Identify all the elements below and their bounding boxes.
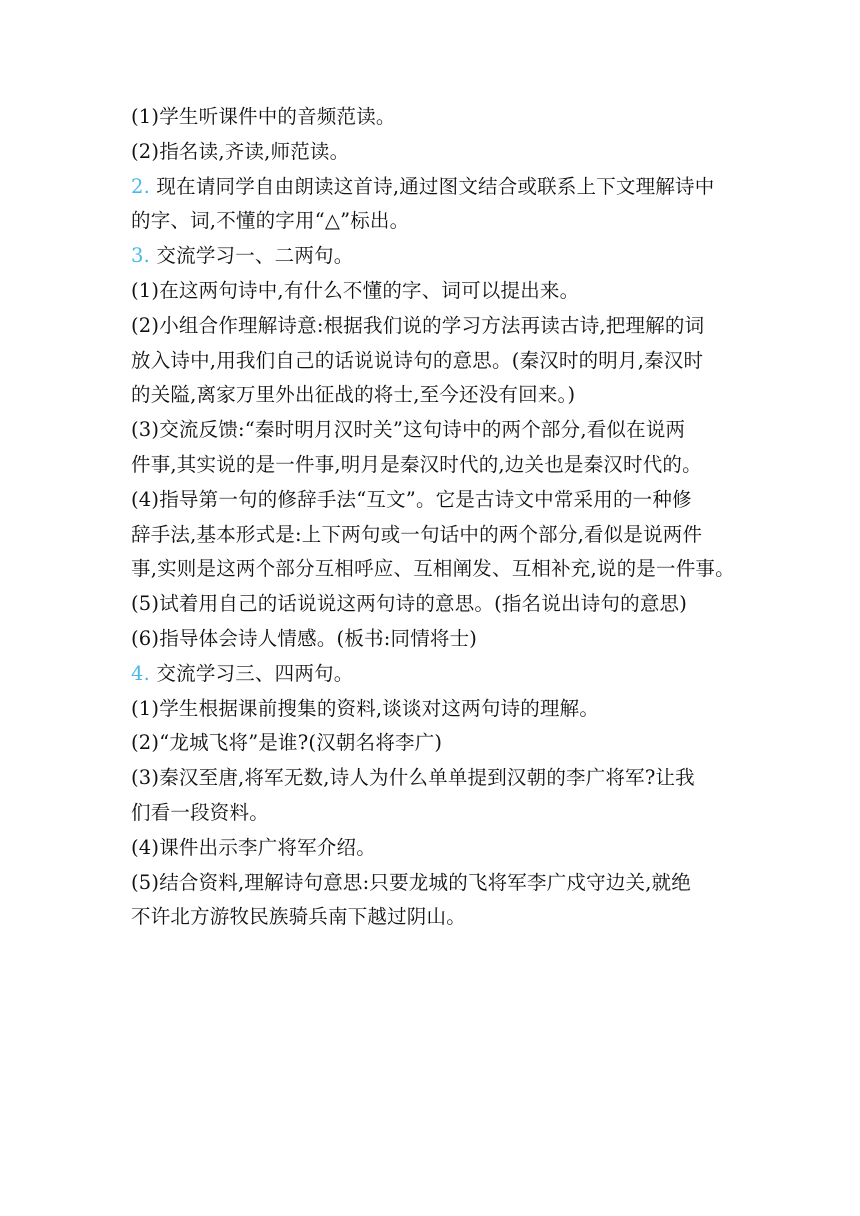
text-line [131,448,731,483]
text-line [131,796,731,831]
text-line [131,204,731,239]
line-text: 不许北方游牧民族骑兵南下越过阴山。 [131,905,466,929]
line-text: 交流学习一、二两句。 [150,244,354,268]
text-line [131,900,731,935]
line-text: 现在请同学自由朗读这首诗,通过图文结合或联系上下文理解诗中 [150,174,715,198]
line-text: (5)试着用自己的话说说这两句诗的意思。(指名说出诗句的意思) [131,592,688,616]
line-text: (3)秦汉至唐,将军无数,诗人为什么单单提到汉朝的李广将军?让我 [131,766,695,790]
step-number: 4. [131,661,151,685]
line-text: (1)学生听课件中的音频范读。 [131,105,396,128]
line-text: (1)学生根据课前搜集的资料,谈谈对这两句诗的理解。 [131,696,600,720]
text-line [131,483,731,518]
text-line [131,344,731,379]
step-number: 2. [131,174,151,198]
line-text: 交流学习三、四两句。 [150,661,354,685]
line-text: 的字、词,不懂的字用“△”标出。 [131,209,410,233]
line-text: (5)结合资料,理解诗句意思:只要龙城的飞将军李广戍守边关,就绝 [131,870,691,894]
line-text: 事,实则是这两个部分互相呼应、互相阐发、互相补充,说的是一件事。 [131,557,735,581]
line-text: 们看一段资料。 [131,800,269,824]
text-line [131,518,731,553]
text-line [131,378,731,413]
line-text: (2)指名读,齐读,师范读。 [131,139,350,163]
text-line [131,552,735,587]
text-line [131,831,731,866]
lesson-text [131,100,735,935]
line-text: (6)指导体会诗人情感。(板书:同情将士) [131,626,478,650]
step-number: 3. [131,244,151,268]
text-line [131,135,731,170]
line-text: 放入诗中,用我们自己的话说说诗句的意思。(秦汉时的明月,秦汉时 [131,348,704,372]
text-line [131,657,731,692]
line-text: 件事,其实说的是一件事,明月是秦汉时代的,边关也是秦汉时代的。 [131,452,702,476]
line-text: (4)课件出示李广将军介绍。 [131,835,376,859]
text-line [131,866,731,901]
text-line [131,726,731,761]
line-text: 的关隘,离家万里外出征战的将士,至今还没有回来。) [131,383,576,407]
text-line [131,309,731,344]
line-text: (1)在这两句诗中,有什么不懂的字、词可以提出来。 [131,278,580,302]
text-line [131,413,731,448]
text-line [131,274,731,309]
text-line [131,622,731,657]
text-line [131,692,731,727]
line-text: (2)“龙城飞将”是谁?(汉朝名将李广) [131,731,443,755]
line-text: 辞手法,基本形式是:上下两句或一句话中的两个部分,看似是说两件 [131,522,703,546]
text-line [131,170,731,205]
text-line [131,587,731,622]
text-line [131,761,731,796]
line-text: (4)指导第一句的修辞手法“互文”。它是古诗文中常采用的一种修 [131,487,692,511]
line-text: (2)小组合作理解诗意:根据我们说的学习方法再读古诗,把理解的词 [131,313,705,337]
line-text: (3)交流反馈:“秦时明月汉时关”这句诗中的两个部分,看似在说两 [131,418,686,442]
text-line [131,100,731,135]
text-line [131,239,731,274]
